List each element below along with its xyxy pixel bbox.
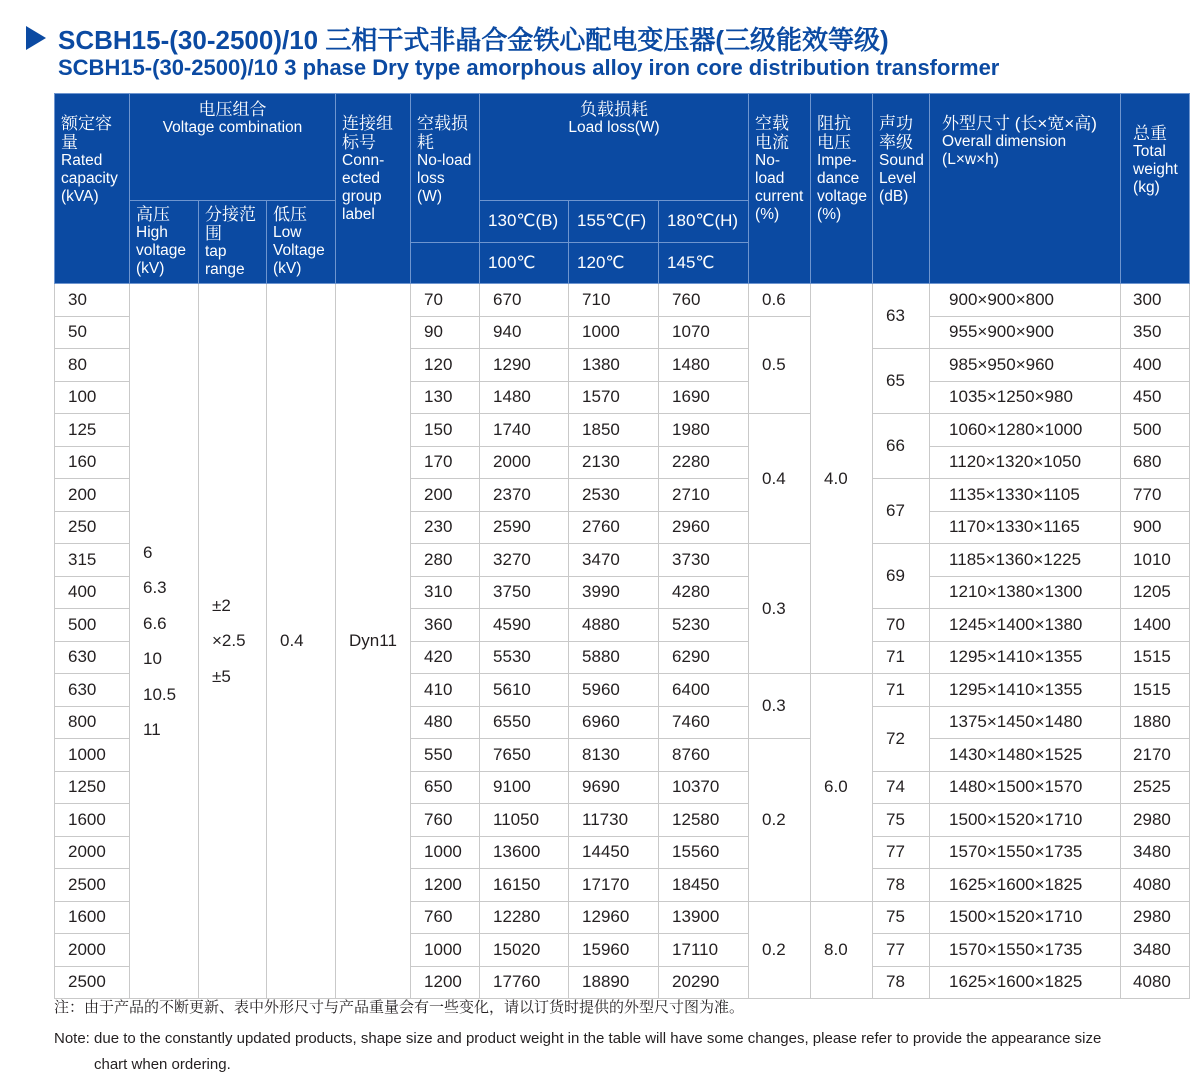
cell-load-loss-h: 20290 bbox=[659, 966, 749, 999]
note-en-line1: Note: due to the constantly updated products, shape size and product weight in the table will have some changes, please refer to provide the appearance size bbox=[54, 1030, 1102, 1047]
cell-capacity: 500 bbox=[55, 609, 130, 642]
cell-load-loss-b: 5610 bbox=[480, 674, 569, 707]
cell-weight: 1010 bbox=[1121, 544, 1190, 577]
cell-no-load-loss: 120 bbox=[411, 349, 480, 382]
cell-no-load-loss: 760 bbox=[411, 901, 480, 934]
cell-load-loss-h: 760 bbox=[659, 284, 749, 317]
cell-load-loss-f: 710 bbox=[569, 284, 659, 317]
cell-weight: 1205 bbox=[1121, 576, 1190, 609]
cell-weight: 1515 bbox=[1121, 641, 1190, 674]
cell-capacity: 630 bbox=[55, 641, 130, 674]
cell-capacity: 630 bbox=[55, 674, 130, 707]
cell-capacity: 800 bbox=[55, 706, 130, 739]
cell-load-loss-h: 6290 bbox=[659, 641, 749, 674]
cell-sound-level: 67 bbox=[873, 479, 930, 544]
cell-load-loss-b: 17760 bbox=[480, 966, 569, 999]
cell-load-loss-f: 18890 bbox=[569, 966, 659, 999]
cell-load-loss-b: 16150 bbox=[480, 869, 569, 902]
cell-capacity: 2000 bbox=[55, 934, 130, 967]
cell-load-loss-h: 18450 bbox=[659, 869, 749, 902]
cell-sound-level: 63 bbox=[873, 284, 930, 349]
cell-load-loss-f: 9690 bbox=[569, 771, 659, 804]
cell-dimension: 1185×1360×1225 bbox=[930, 544, 1121, 577]
cell-load-loss-h: 5230 bbox=[659, 609, 749, 642]
cell-capacity: 250 bbox=[55, 511, 130, 544]
cell-no-load-current: 0.6 bbox=[749, 284, 811, 317]
cell-load-loss-f: 11730 bbox=[569, 804, 659, 837]
note-cn: 注：由于产品的不断更新、表中外形尺寸与产品重量会有一些变化，请以订货时提供的外型尺寸图为准。 bbox=[54, 999, 745, 1016]
cell-no-load-loss: 550 bbox=[411, 739, 480, 772]
cell-load-loss-f: 5880 bbox=[569, 641, 659, 674]
page-title-en: SCBH15-(30-2500)/10 3 phase Dry type amorphous alloy iron core distribution transformer bbox=[58, 55, 1000, 80]
header-high-voltage: 高压 High voltage (kV) bbox=[130, 201, 199, 284]
cell-no-load-loss: 200 bbox=[411, 479, 480, 512]
cell-load-loss-h: 10370 bbox=[659, 771, 749, 804]
cell-load-loss-f: 15960 bbox=[569, 934, 659, 967]
cell-load-loss-f: 17170 bbox=[569, 869, 659, 902]
cell-weight: 770 bbox=[1121, 479, 1190, 512]
header-total-weight: 总重 Total weight (kg) bbox=[1121, 94, 1190, 284]
cell-load-loss-b: 1740 bbox=[480, 414, 569, 447]
cell-weight: 900 bbox=[1121, 511, 1190, 544]
cell-weight: 450 bbox=[1121, 381, 1190, 414]
cell-sound-level: 70 bbox=[873, 609, 930, 642]
cell-load-loss-f: 14450 bbox=[569, 836, 659, 869]
header-no-load-loss: 空载损耗 No-load loss (W) bbox=[411, 94, 480, 243]
cell-weight: 300 bbox=[1121, 284, 1190, 317]
cell-load-loss-b: 9100 bbox=[480, 771, 569, 804]
cell-dimension: 1060×1280×1000 bbox=[930, 414, 1121, 447]
cell-load-loss-b: 11050 bbox=[480, 804, 569, 837]
cell-load-loss-h: 8760 bbox=[659, 739, 749, 772]
cell-dimension: 1295×1410×1355 bbox=[930, 641, 1121, 674]
cell-dimension: 1500×1520×1710 bbox=[930, 804, 1121, 837]
cell-sound-level: 77 bbox=[873, 934, 930, 967]
cell-capacity: 80 bbox=[55, 349, 130, 382]
cell-load-loss-f: 3470 bbox=[569, 544, 659, 577]
cell-no-load-loss: 420 bbox=[411, 641, 480, 674]
cell-load-loss-h: 1070 bbox=[659, 316, 749, 349]
cell-dimension: 1480×1500×1570 bbox=[930, 771, 1121, 804]
cell-dimension: 1430×1480×1525 bbox=[930, 739, 1121, 772]
cell-weight: 2980 bbox=[1121, 901, 1190, 934]
cell-capacity: 1000 bbox=[55, 739, 130, 772]
cell-no-load-current: 0.2 bbox=[749, 739, 811, 902]
cell-dimension: 1625×1600×1825 bbox=[930, 966, 1121, 999]
header-ref-100: 100℃ bbox=[480, 242, 569, 284]
cell-capacity: 1600 bbox=[55, 901, 130, 934]
cell-load-loss-f: 1850 bbox=[569, 414, 659, 447]
cell-no-load-loss: 360 bbox=[411, 609, 480, 642]
header-no-load-blank bbox=[411, 242, 480, 284]
cell-capacity: 30 bbox=[55, 284, 130, 317]
cell-load-loss-b: 940 bbox=[480, 316, 569, 349]
cell-load-loss-h: 7460 bbox=[659, 706, 749, 739]
header-connected-group: 连接组标号 Conn-ected group label bbox=[336, 94, 411, 284]
triangle-bullet-icon bbox=[26, 26, 46, 50]
cell-dimension: 1170×1330×1165 bbox=[930, 511, 1121, 544]
header-low-voltage: 低压 Low Voltage (kV) bbox=[267, 201, 336, 284]
cell-no-load-current: 0.4 bbox=[749, 414, 811, 544]
cell-load-loss-f: 1380 bbox=[569, 349, 659, 382]
cell-dimension: 1245×1400×1380 bbox=[930, 609, 1121, 642]
cell-weight: 2980 bbox=[1121, 804, 1190, 837]
table-body bbox=[55, 284, 1190, 999]
cell-capacity: 400 bbox=[55, 576, 130, 609]
cell-capacity: 50 bbox=[55, 316, 130, 349]
cell-load-loss-b: 13600 bbox=[480, 836, 569, 869]
cell-load-loss-f: 12960 bbox=[569, 901, 659, 934]
cell-no-load-loss: 280 bbox=[411, 544, 480, 577]
cell-load-loss-b: 2000 bbox=[480, 446, 569, 479]
cell-impedance-voltage: 4.0 bbox=[811, 284, 873, 674]
cell-impedance-voltage: 8.0 bbox=[811, 901, 873, 999]
header-rated-capacity: 额定容量 Rated capacity (kVA) bbox=[55, 94, 130, 284]
cell-capacity: 125 bbox=[55, 414, 130, 447]
cell-no-load-current: 0.5 bbox=[749, 316, 811, 414]
cell-load-loss-h: 2960 bbox=[659, 511, 749, 544]
note-en bbox=[54, 1026, 1184, 1078]
cell-tap-range: ±2 ×2.5 ±5 bbox=[199, 284, 267, 999]
cell-sound-level: 71 bbox=[873, 641, 930, 674]
page-title-cn bbox=[26, 20, 889, 56]
cell-no-load-loss: 90 bbox=[411, 316, 480, 349]
cell-weight: 2525 bbox=[1121, 771, 1190, 804]
cell-capacity: 160 bbox=[55, 446, 130, 479]
cell-load-loss-f: 4880 bbox=[569, 609, 659, 642]
cell-weight: 2170 bbox=[1121, 739, 1190, 772]
cell-dimension: 985×950×960 bbox=[930, 349, 1121, 382]
cell-load-loss-b: 3270 bbox=[480, 544, 569, 577]
cell-capacity: 315 bbox=[55, 544, 130, 577]
cell-sound-level: 66 bbox=[873, 414, 930, 479]
cell-load-loss-h: 1690 bbox=[659, 381, 749, 414]
cell-no-load-loss: 650 bbox=[411, 771, 480, 804]
cell-load-loss-f: 1570 bbox=[569, 381, 659, 414]
spec-table bbox=[54, 93, 1190, 999]
cell-dimension: 1570×1550×1735 bbox=[930, 934, 1121, 967]
cell-dimension: 1210×1380×1300 bbox=[930, 576, 1121, 609]
cell-weight: 4080 bbox=[1121, 869, 1190, 902]
header-no-load-current: 空载电流 No-load current (%) bbox=[749, 94, 811, 284]
cell-no-load-loss: 230 bbox=[411, 511, 480, 544]
cell-load-loss-b: 7650 bbox=[480, 739, 569, 772]
cell-capacity: 1250 bbox=[55, 771, 130, 804]
cell-sound-level: 71 bbox=[873, 674, 930, 707]
cell-sound-level: 65 bbox=[873, 349, 930, 414]
cell-no-load-loss: 310 bbox=[411, 576, 480, 609]
note-en-line2: chart when ordering. bbox=[94, 1056, 231, 1073]
cell-no-load-loss: 410 bbox=[411, 674, 480, 707]
cell-load-loss-f: 2760 bbox=[569, 511, 659, 544]
cell-no-load-loss: 130 bbox=[411, 381, 480, 414]
cell-sound-level: 77 bbox=[873, 836, 930, 869]
cell-sound-level: 75 bbox=[873, 901, 930, 934]
header-temp-130: 130℃(B) bbox=[480, 201, 569, 243]
cell-no-load-loss: 170 bbox=[411, 446, 480, 479]
cell-high-voltage: 6 6.3 6.6 10 10.5 11 bbox=[130, 284, 199, 999]
cell-load-loss-b: 1480 bbox=[480, 381, 569, 414]
cell-capacity: 2000 bbox=[55, 836, 130, 869]
cell-weight: 1880 bbox=[1121, 706, 1190, 739]
cell-weight: 1400 bbox=[1121, 609, 1190, 642]
cell-load-loss-f: 5960 bbox=[569, 674, 659, 707]
cell-load-loss-b: 3750 bbox=[480, 576, 569, 609]
cell-weight: 3480 bbox=[1121, 836, 1190, 869]
cell-load-loss-b: 15020 bbox=[480, 934, 569, 967]
cell-load-loss-h: 1480 bbox=[659, 349, 749, 382]
cell-dimension: 1625×1600×1825 bbox=[930, 869, 1121, 902]
cell-weight: 500 bbox=[1121, 414, 1190, 447]
cell-capacity: 1600 bbox=[55, 804, 130, 837]
title-cn-text: SCBH15-(30-2500)/10 三相干式非晶合金铁心配电变压器(三级能效等级) bbox=[58, 24, 889, 55]
cell-no-load-current: 0.3 bbox=[749, 674, 811, 739]
cell-load-loss-b: 1290 bbox=[480, 349, 569, 382]
cell-load-loss-b: 6550 bbox=[480, 706, 569, 739]
header-temp-180: 180℃(H) bbox=[659, 201, 749, 243]
cell-load-loss-h: 6400 bbox=[659, 674, 749, 707]
cell-dimension: 1295×1410×1355 bbox=[930, 674, 1121, 707]
cell-load-loss-b: 12280 bbox=[480, 901, 569, 934]
cell-load-loss-h: 2710 bbox=[659, 479, 749, 512]
cell-load-loss-b: 2590 bbox=[480, 511, 569, 544]
cell-no-load-loss: 1000 bbox=[411, 934, 480, 967]
cell-weight: 350 bbox=[1121, 316, 1190, 349]
cell-load-loss-h: 1980 bbox=[659, 414, 749, 447]
cell-load-loss-f: 8130 bbox=[569, 739, 659, 772]
cell-dimension: 1570×1550×1735 bbox=[930, 836, 1121, 869]
cell-sound-level: 75 bbox=[873, 804, 930, 837]
cell-load-loss-b: 4590 bbox=[480, 609, 569, 642]
cell-sound-level: 78 bbox=[873, 966, 930, 999]
header-load-loss: 负载损耗 Load loss(W) bbox=[480, 94, 749, 201]
cell-weight: 1515 bbox=[1121, 674, 1190, 707]
cell-load-loss-f: 1000 bbox=[569, 316, 659, 349]
cell-dimension: 900×900×800 bbox=[930, 284, 1121, 317]
header-overall-dimension: 外型尺寸 (长×宽×高) Overall dimension (L×w×h) bbox=[930, 94, 1121, 284]
cell-dimension: 1500×1520×1710 bbox=[930, 901, 1121, 934]
header-ref-120: 120℃ bbox=[569, 242, 659, 284]
cell-load-loss-h: 12580 bbox=[659, 804, 749, 837]
cell-load-loss-h: 17110 bbox=[659, 934, 749, 967]
table-row bbox=[55, 284, 1190, 317]
cell-no-load-loss: 480 bbox=[411, 706, 480, 739]
cell-load-loss-f: 2530 bbox=[569, 479, 659, 512]
cell-dimension: 1375×1450×1480 bbox=[930, 706, 1121, 739]
cell-sound-level: 72 bbox=[873, 706, 930, 771]
cell-load-loss-h: 3730 bbox=[659, 544, 749, 577]
cell-load-loss-b: 5530 bbox=[480, 641, 569, 674]
cell-sound-level: 78 bbox=[873, 869, 930, 902]
cell-no-load-loss: 760 bbox=[411, 804, 480, 837]
cell-load-loss-f: 2130 bbox=[569, 446, 659, 479]
cell-dimension: 955×900×900 bbox=[930, 316, 1121, 349]
cell-weight: 680 bbox=[1121, 446, 1190, 479]
cell-impedance-voltage: 6.0 bbox=[811, 674, 873, 902]
cell-load-loss-h: 2280 bbox=[659, 446, 749, 479]
cell-load-loss-h: 4280 bbox=[659, 576, 749, 609]
cell-no-load-loss: 150 bbox=[411, 414, 480, 447]
cell-weight: 3480 bbox=[1121, 934, 1190, 967]
cell-load-loss-h: 13900 bbox=[659, 901, 749, 934]
cell-capacity: 2500 bbox=[55, 869, 130, 902]
cell-low-voltage: 0.4 bbox=[267, 284, 336, 999]
cell-no-load-loss: 70 bbox=[411, 284, 480, 317]
cell-load-loss-f: 3990 bbox=[569, 576, 659, 609]
cell-dimension: 1120×1320×1050 bbox=[930, 446, 1121, 479]
cell-capacity: 2500 bbox=[55, 966, 130, 999]
cell-sound-level: 74 bbox=[873, 771, 930, 804]
header-ref-145: 145℃ bbox=[659, 242, 749, 284]
cell-weight: 400 bbox=[1121, 349, 1190, 382]
cell-no-load-loss: 1000 bbox=[411, 836, 480, 869]
cell-load-loss-h: 15560 bbox=[659, 836, 749, 869]
cell-load-loss-b: 2370 bbox=[480, 479, 569, 512]
header-voltage-combination: 电压组合 Voltage combination bbox=[130, 94, 336, 201]
cell-no-load-current: 0.2 bbox=[749, 901, 811, 999]
cell-weight: 4080 bbox=[1121, 966, 1190, 999]
cell-load-loss-b: 670 bbox=[480, 284, 569, 317]
cell-no-load-loss: 1200 bbox=[411, 869, 480, 902]
cell-no-load-current: 0.3 bbox=[749, 544, 811, 674]
header-impedance-voltage: 阻抗电压 Impe-dance voltage (%) bbox=[811, 94, 873, 284]
header-sound-level: 声功率级 Sound Level (dB) bbox=[873, 94, 930, 284]
cell-dimension: 1135×1330×1105 bbox=[930, 479, 1121, 512]
table-header bbox=[55, 94, 1190, 284]
cell-sound-level: 69 bbox=[873, 544, 930, 609]
cell-connected-group: Dyn11 bbox=[336, 284, 411, 999]
cell-load-loss-f: 6960 bbox=[569, 706, 659, 739]
header-temp-155: 155℃(F) bbox=[569, 201, 659, 243]
cell-no-load-loss: 1200 bbox=[411, 966, 480, 999]
cell-capacity: 200 bbox=[55, 479, 130, 512]
cell-capacity: 100 bbox=[55, 381, 130, 414]
header-tap-range: 分接范围 tap range bbox=[199, 201, 267, 284]
cell-dimension: 1035×1250×980 bbox=[930, 381, 1121, 414]
